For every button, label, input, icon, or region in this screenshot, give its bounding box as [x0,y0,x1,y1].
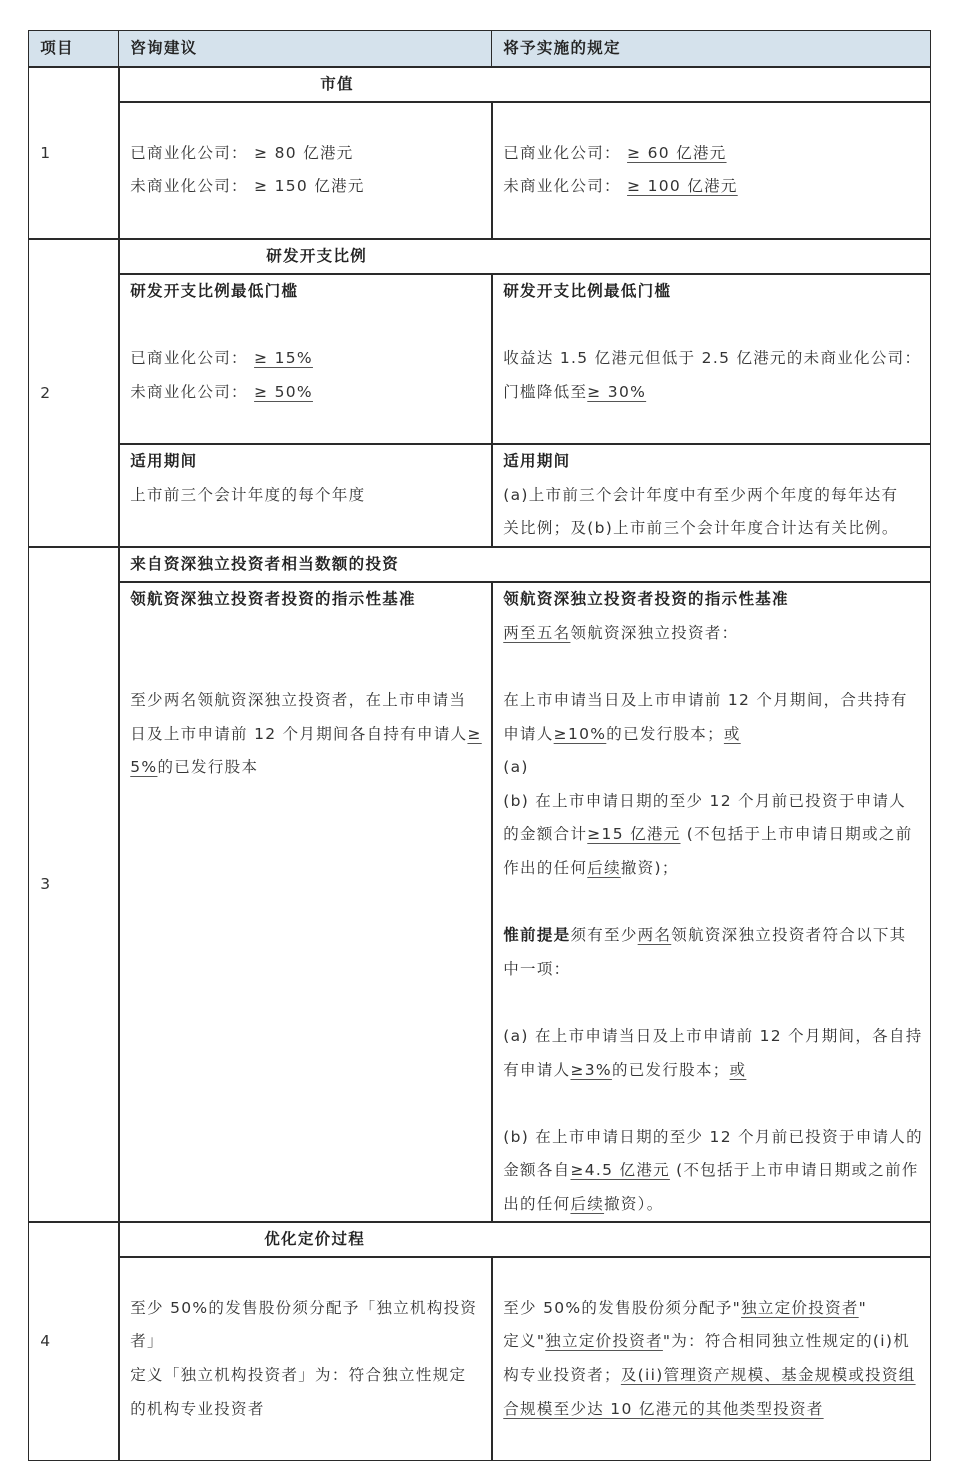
bold-text: 惟前提是 [503,926,571,945]
text-line [130,342,484,376]
text-line [130,445,484,479]
bold-text: 研发开支比例最低门槛 [130,282,299,301]
text-segment: 未商业化公司： [503,177,628,196]
implementation-cell [491,443,931,548]
text-line [503,275,922,309]
row-number-text: 3 [40,875,52,894]
underlined-text: ≥10% [553,724,607,743]
blank-line [503,1258,922,1292]
text-line [503,376,922,410]
bold-text: 领航资深独立投资者投资的指示性基准 [503,590,789,609]
text-line [503,852,922,886]
text-line [503,1292,922,1326]
consultation-cell [118,581,493,1223]
implementation-cell [491,273,931,445]
text-segment: 申请人 [503,724,554,743]
blank-line [130,103,484,137]
text-line [503,919,922,953]
blank-line [503,103,922,137]
text-line [503,342,922,376]
text-segment: 未商业化公司： ≥ 150 亿港元 [130,177,365,196]
text-segment: 出的任何 [503,1194,571,1213]
header-implementation [491,30,931,68]
text-line [130,170,484,204]
text-segment: 未商业化公司： [130,383,255,402]
text-line [130,1292,484,1326]
text-line [130,684,484,718]
text-segment: 的机构专业投资者 [130,1399,265,1418]
bold-text: 研发开支比例最低门槛 [503,282,672,301]
text-line [503,137,922,171]
text-line [503,1393,922,1427]
text-line [503,718,922,752]
text-line [503,953,922,987]
section-title [118,546,931,583]
blank-line [130,617,484,651]
underlined-text: 5% [130,758,158,777]
text-line [503,751,922,785]
text-line [503,785,922,819]
text-segment: 已商业化公司： ≥ 80 亿港元 [130,143,354,162]
row-number-text: 1 [40,143,52,162]
underlined-text: ≥ 30% [587,383,647,402]
section-title [118,66,931,103]
header-consultation [118,30,493,68]
row-number-text: 4 [40,1331,52,1350]
blank-line [503,886,922,920]
underlined-text: 或 [723,724,741,743]
text-segment: (a) [503,758,529,777]
bold-text: 适用期间 [503,452,571,471]
blank-line [503,986,922,1020]
underlined-text: 或 [729,1060,747,1079]
implementation-cell [491,101,931,240]
text-line [503,479,922,513]
underlined-text: 后续 [570,1194,605,1213]
text-segment: 定义「独立机构投资者」为：符合独立性规定 [130,1366,467,1385]
underlined-text: ≥ 50% [254,383,313,402]
text-line [503,512,922,546]
text-line [503,1359,922,1393]
text-segment: 关比例；及(b)上市前三个会计年度合计达有关比例。 [503,519,899,538]
text-line [130,583,484,617]
text-segment: (不包括于上市申请日期或之前 [680,825,913,844]
underlined-text: 独立定价投资者 [545,1332,663,1351]
text-line [130,376,484,410]
underlined-text: 两名 [637,926,672,945]
text-segment: 金额各自 [503,1161,571,1180]
text-segment: 已商业化公司： [130,349,255,368]
underlined-text: ≥ [467,724,482,743]
underlined-text: ≥ 60 亿港元 [627,143,727,162]
text-segment: (不包括于上市申请日期或之前作 [669,1161,919,1180]
text-line [503,617,922,651]
text-segment: 至少 50%的发售股份须分配予「独立机构投资 [130,1298,478,1317]
header-label: 项目 [40,39,74,58]
implementation-cell [491,581,931,1223]
text-segment: 门槛降低至 [503,383,588,402]
section-title-text: 研发开支比例 [266,247,368,266]
bold-text: 领航资深独立投资者投资的指示性基准 [130,590,416,609]
text-segment: 定义" [503,1332,546,1351]
section-title [118,238,931,275]
implementation-cell [491,1256,931,1461]
text-line [130,1325,484,1359]
text-segment: 领航资深独立投资者符合以下其 [671,926,907,945]
text-line [503,445,922,479]
text-segment: 的已发行股本； [606,724,724,743]
underlined-text: ≥4.5 亿港元 [570,1161,670,1180]
header-label: 咨询建议 [130,39,198,58]
blank-line [503,1087,922,1121]
row-number [28,238,120,548]
underlined-text: ≥ 100 亿港元 [627,177,738,196]
text-line [130,479,484,513]
text-segment: 上市前三个会计年度的每个年度 [130,485,366,504]
text-segment: 有申请人 [503,1060,571,1079]
text-segment: 的已发行股本 [157,758,259,777]
blank-line [130,650,484,684]
row-number [28,546,120,1223]
text-segment: "为：符合相同独立性规定的(i)机 [662,1332,911,1351]
section-title [118,1221,931,1258]
text-line [503,170,922,204]
text-line [503,1154,922,1188]
text-segment: 作出的任何 [503,859,588,877]
section-title-text: 来自资深独立投资者相当数额的投资 [130,555,400,574]
text-segment: 撤资）。 [604,1194,664,1213]
text-line [130,718,484,752]
text-segment: 已商业化公司： [503,143,628,162]
text-line [503,684,922,718]
consultation-cell [118,273,493,445]
row-number-text: 2 [40,383,52,402]
text-segment: (a)上市前三个会计年度中有至少两个年度的每年达有 [503,485,899,504]
underlined-text: 合规模至少达 10 亿港元的其他类型投资者 [503,1399,824,1418]
text-segment: 至少两名领航资深独立投资者，在上市申请当 [130,691,467,710]
consultation-cell [118,101,493,240]
underlined-text: ≥ 15% [254,349,313,368]
text-segment: 日及上市申请前 12 个月期间各自持有申请人 [130,724,468,743]
text-line [130,275,484,309]
text-line [503,1054,922,1088]
text-segment: 撤资)； [620,859,679,877]
text-segment: 至少 50%的发售股份须分配予" [503,1298,742,1317]
text-segment: (b) 在上市申请日期的至少 12 个月前已投资于申请人 [503,791,907,810]
underlined-text: ≥15 亿港元 [587,825,681,844]
text-segment: 的已发行股本； [611,1060,730,1079]
blank-line [503,309,922,343]
text-line [503,1188,922,1222]
text-segment: 领航资深独立投资者： [570,623,739,642]
consultation-cell [118,443,493,548]
blank-line [503,650,922,684]
underlined-text: 后续 [587,859,621,877]
text-line [130,1393,484,1427]
text-segment: (b) 在上市申请日期的至少 12 个月前已投资于申请人的 [503,1127,923,1146]
consultation-cell [118,1256,493,1461]
text-line [503,818,922,852]
row-number [28,66,120,240]
text-line [503,1020,922,1054]
text-segment: 在上市申请当日及上市申请前 12 个月期间，合共持有 [503,691,908,710]
bold-text: 适用期间 [130,452,198,471]
text-segment: (a) 在上市申请当日及上市申请前 12 个月期间，各自持 [503,1026,923,1045]
underlined-text: 及(ii)管理资产规模、基金规模或投资组 [620,1366,916,1385]
header-label: 将予实施的规定 [503,39,621,58]
text-line [130,137,484,171]
underlined-text: 两至五名 [503,623,571,642]
underlined-text: 独立定价投资者 [741,1298,859,1317]
text-line [503,1121,922,1155]
text-line [503,1325,922,1359]
section-title-text: 市值 [320,75,354,94]
text-segment: 中一项： [503,959,571,978]
row-number [28,1221,120,1461]
text-segment: " [858,1298,868,1317]
text-line [503,583,922,617]
blank-line [130,309,484,343]
text-segment: 须有至少 [570,926,638,945]
text-segment: 构专业投资者； [503,1366,621,1385]
blank-line [130,1258,484,1292]
header-item [28,30,120,68]
text-segment: 收益达 1.5 亿港元但低于 2.5 亿港元的未商业化公司： [503,349,922,368]
underlined-text: ≥3% [570,1060,612,1079]
text-segment: 者」 [130,1332,164,1351]
text-line [130,1359,484,1393]
section-title-text: 优化定价过程 [264,1230,366,1249]
text-segment: 的金额合计 [503,825,588,844]
text-line [130,751,484,785]
